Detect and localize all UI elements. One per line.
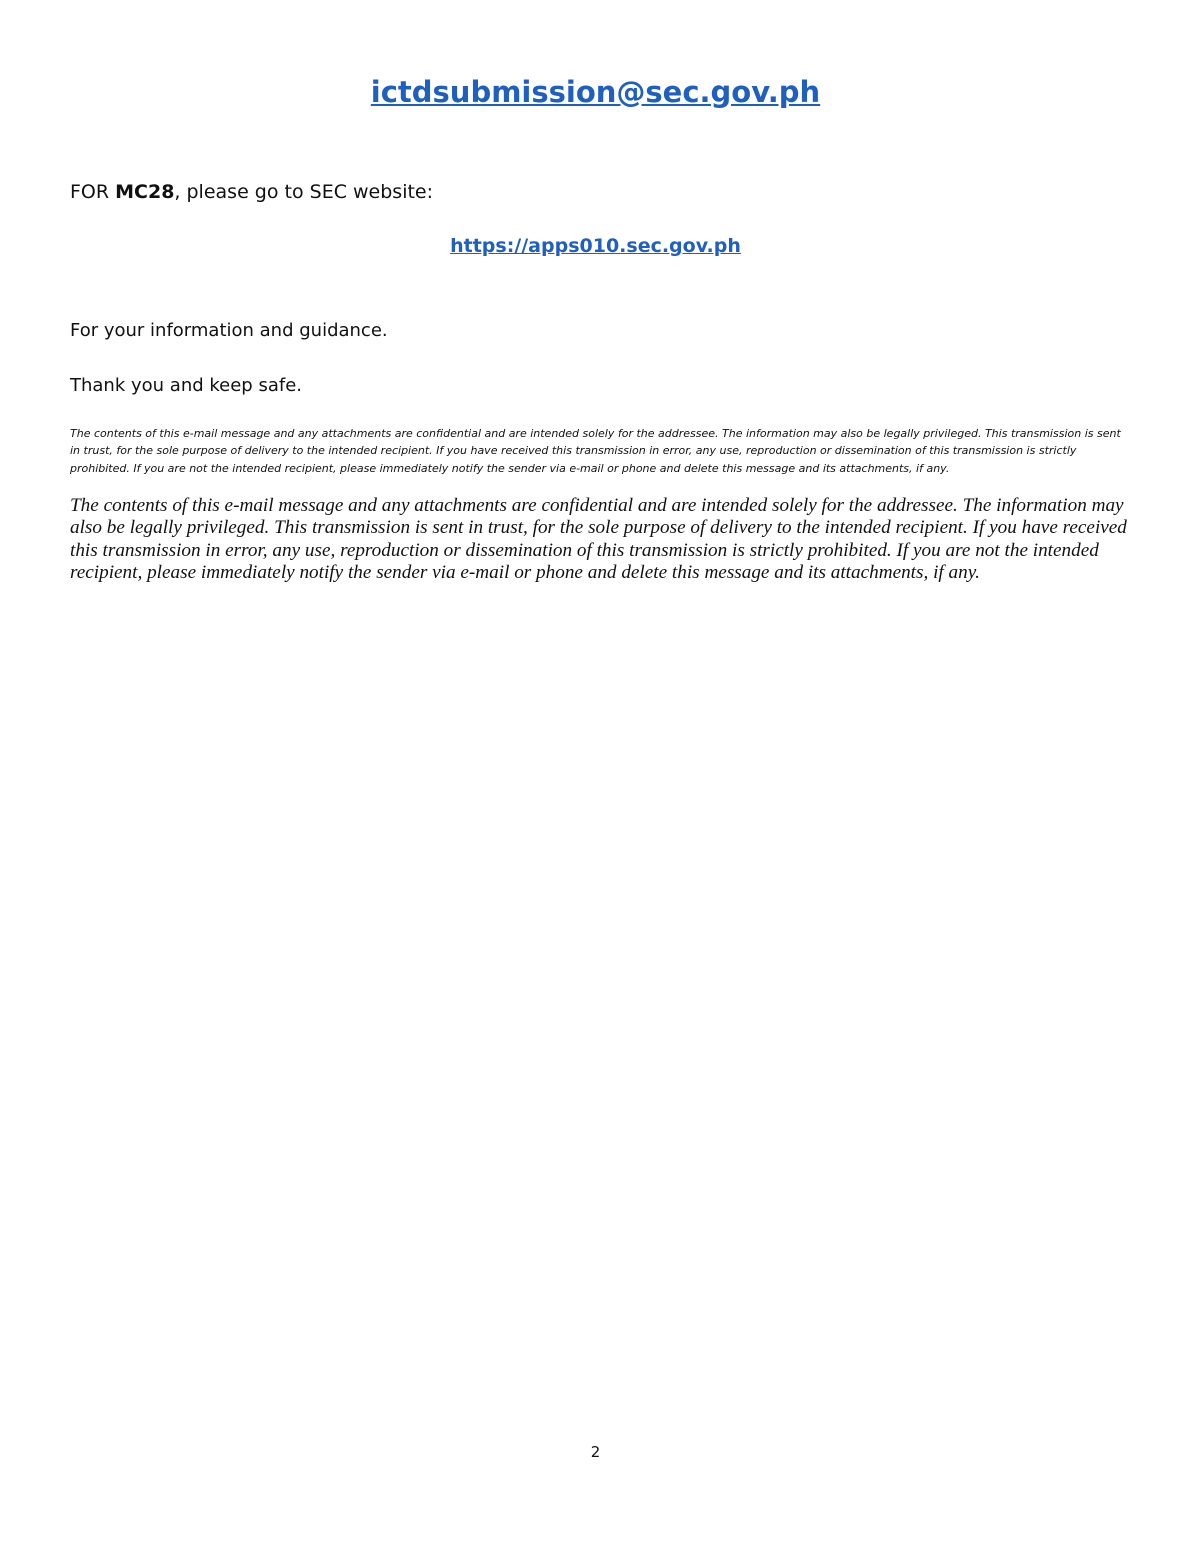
page-number: 2: [590, 1443, 601, 1461]
instruction-mc28: MC28: [115, 181, 175, 203]
instruction-prefix: FOR: [70, 181, 116, 203]
instruction-line: [70, 178, 433, 206]
email-link[interactable]: ictdsubmission@sec.gov.ph: [370, 75, 821, 109]
website-link[interactable]: https://apps010.sec.gov.ph: [450, 235, 741, 257]
info-line: For your information and guidance.: [70, 320, 388, 341]
instruction-suffix: , please go to SEC website:: [174, 181, 434, 203]
disclaimer-large: The contents of this e-mail message and any attachments are confidential and are intended solely for the addressee. The information may also be legally privileged. This transmission is sent in trust, for the sole purpose of delivery to the intended recipient. If you have received this transmission in error, any use, reproduction or dissemination of this transmission is strictly prohibited. If you are not the intended recipient, please immediately notify the sender via e-mail or phone and delete this message and its attachments, if any.: [70, 495, 1127, 584]
disclaimer-small: The contents of this e-mail message and any attachments are confidential and are intended solely for the addressee. The information may also be legally privileged. This transmission is sent in trust, for the sole purpose of delivery to the intended recipient. If you have received this transmission in error, any use, reproduction or dissemination of this transmission is strictly prohibited. If you are not the intended recipient, please immediately notify the sender via e-mail or phone and delete this message and its attachments, if any.: [70, 427, 1121, 475]
thanks-line: Thank you and keep safe.: [70, 375, 302, 396]
